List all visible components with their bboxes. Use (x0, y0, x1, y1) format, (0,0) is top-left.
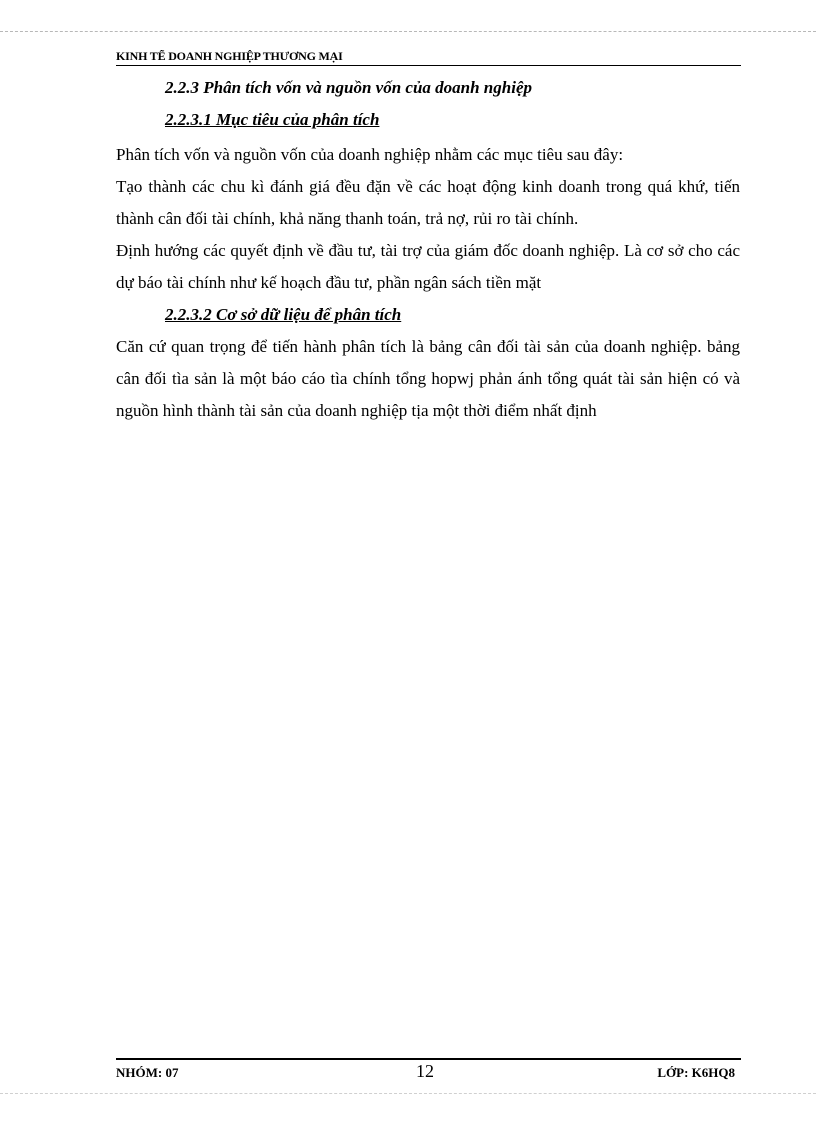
paragraph-direction: Định hướng các quyết định về đầu tư, tài trợ của giám đốc doanh nghiệp. Là cơ sở cho các dự báo tài chính như kế hoạch đầu tư, phần ngân sách tiền mặt (116, 241, 740, 292)
paragraph-intro: Phân tích vốn và nguồn vốn của doanh nghiệp nhằm các mục tiêu sau đây: (116, 145, 624, 164)
page-footer (116, 1058, 741, 1080)
subsection-title-objectives: 2.2.3.1 Mục tiêu của phân tích (165, 110, 380, 129)
page-number: 12 (416, 1061, 434, 1080)
footer-group: NHÓM: 07 (116, 1065, 179, 1080)
paragraph-cycle: Tạo thành các chu kì đánh giá đều đặn về các hoạt động kinh doanh trong quá khứ, tiến thành cân đối tài chính, khả năng thanh toán, trả nợ, rủi ro tài chính. (116, 177, 740, 228)
subsection-title-database: 2.2.3.2 Cơ sở dữ liệu để phân tích (165, 305, 402, 324)
section-title: 2.2.3 Phân tích vốn và nguồn vốn của doanh nghiệp (165, 78, 532, 97)
header-title: KINH TẾ DOANH NGHIỆP THƯƠNG MẠI (116, 50, 343, 63)
footer-class: LỚP: K6HQ8 (657, 1065, 735, 1080)
document-body (116, 75, 740, 427)
page-top-rule (0, 31, 816, 32)
page-header (116, 50, 741, 66)
page-bottom-rule (0, 1093, 816, 1094)
paragraph-basis: Căn cứ quan trọng để tiến hành phân tích là bảng cân đối tài sản của doanh nghiệp. bảng cân đối tìa sản là một báo cáo tìa chính tổng hopwj phản ánh tổng quát tài sản hiện có và nguồn hình thành tài sản của doanh nghiệp tịa một thời điểm nhất định (116, 337, 740, 420)
